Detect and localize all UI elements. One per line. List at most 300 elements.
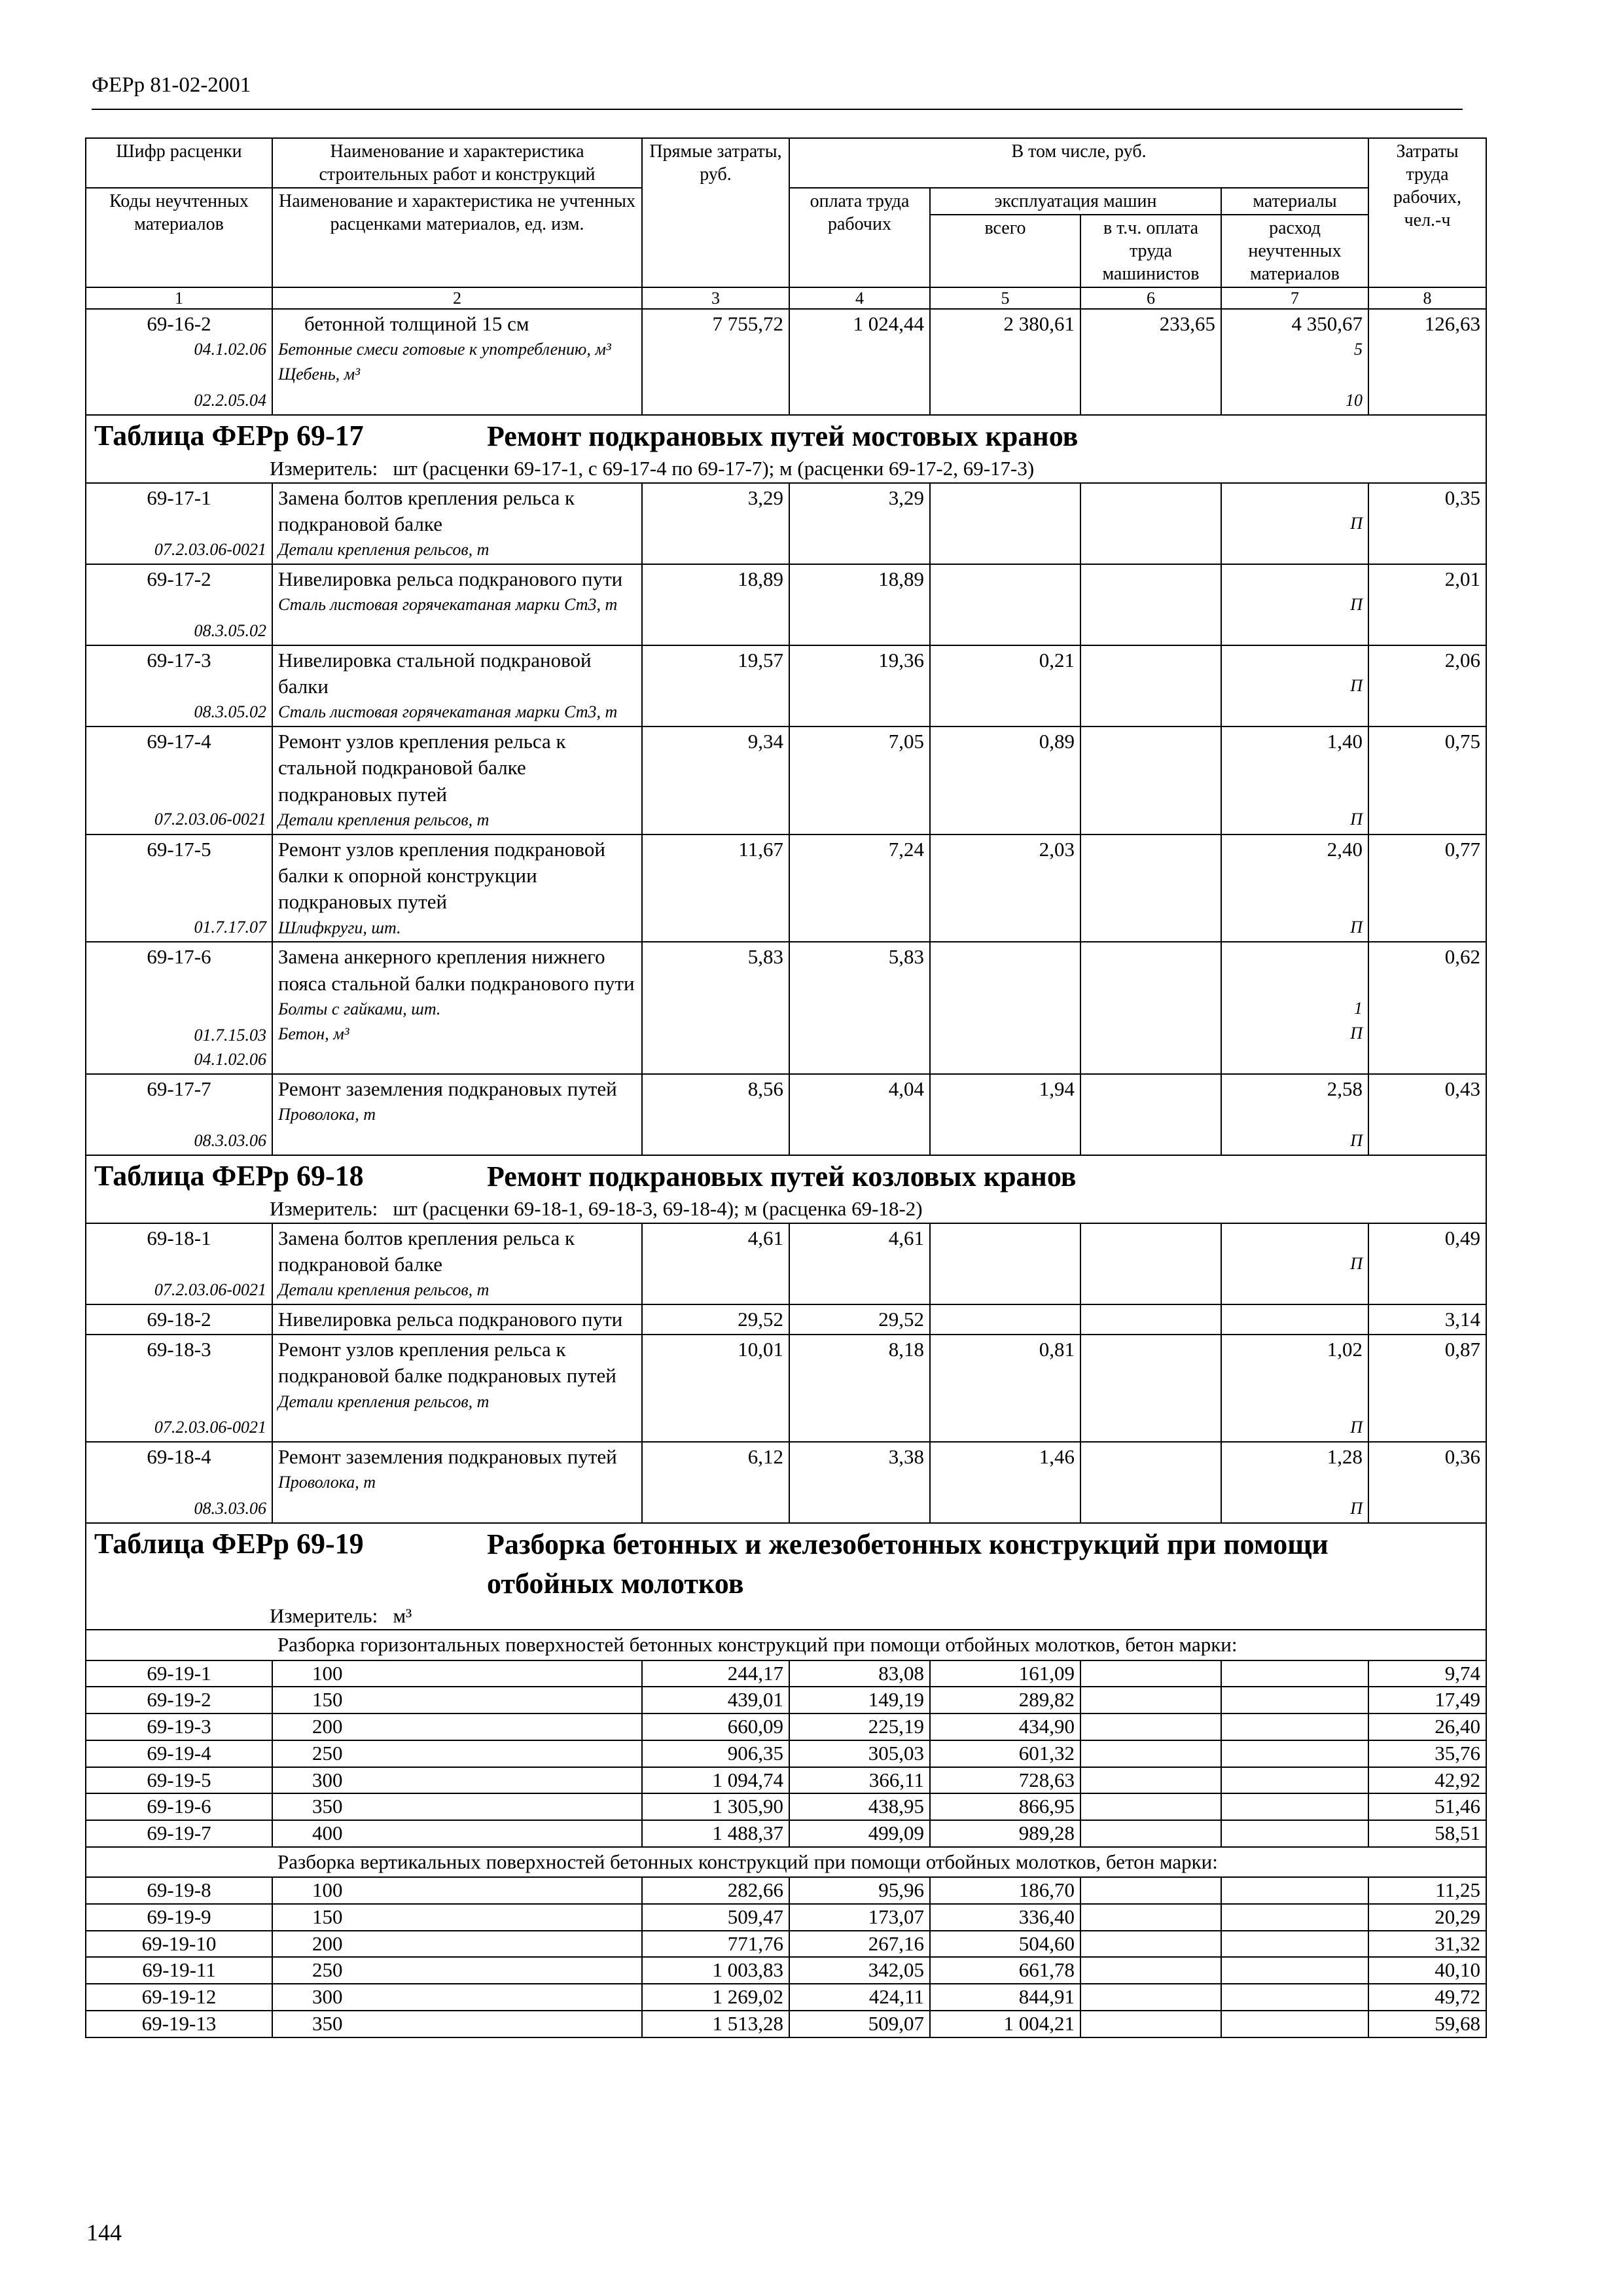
col2-bottom-header: Наименование и характеристика не учтенных расценками материалов, ед. изм.: [272, 188, 642, 287]
col1-bottom-header: Коды неучтенных материалов: [86, 188, 272, 287]
material-qty: П: [1350, 810, 1363, 829]
rate-name: Ремонт узлов крепления рельса к подкрановой балке подкрановых путей: [278, 1338, 616, 1388]
material-code: 08.3.05.02: [194, 621, 266, 641]
operator-cost: [1080, 1820, 1221, 1847]
rate-name: Замена болтов крепления рельса к подкрановой балке: [278, 1226, 575, 1276]
labor-hours: 126,63: [1368, 309, 1486, 415]
rate-code: 69-19-7: [86, 1820, 272, 1847]
col4-header: оплата труда рабочих: [789, 188, 930, 287]
table-row: [86, 942, 1486, 1074]
rate-code: 69-17-2: [147, 567, 211, 590]
rate-name: 100: [272, 1660, 642, 1687]
measure-value: м³: [393, 1604, 412, 1627]
machine-cost: 866,95: [930, 1793, 1080, 1820]
direct-cost: 282,66: [642, 1877, 789, 1904]
materials-cell: [1221, 942, 1368, 1074]
rate-name: Ремонт узлов крепления подкрановой балки к опорной конструкции подкрановых путей: [278, 837, 605, 914]
table-row: [86, 645, 1486, 726]
material-qty: П: [1350, 1023, 1363, 1043]
material-qty: П: [1350, 1418, 1363, 1437]
operator-cost: [1080, 1767, 1221, 1794]
rate-name-cell: [272, 645, 642, 726]
spacer: [1227, 1470, 1363, 1496]
table-body-sub2: [86, 1847, 1486, 1877]
labor-hours: 0,36: [1368, 1442, 1486, 1523]
materials-cost: [1221, 1687, 1368, 1713]
subsection-title: Разборка вертикальных поверхностей бетонных конструкций при помощи отбойных молотков, бетон марки:: [272, 1847, 1486, 1877]
labor-cost: 342,05: [789, 1957, 930, 1984]
materials-cost: [1221, 1660, 1368, 1687]
measure-label: Измеритель:: [270, 1604, 378, 1627]
table-row: [86, 1660, 1486, 1687]
table-title-row: [86, 1155, 1486, 1196]
table-label: Таблица ФЕРр 69-18: [94, 1159, 364, 1192]
machine-cost: 0,81: [930, 1335, 1080, 1442]
col1-top-header: Шифр расценки: [86, 138, 272, 188]
labor-cost: 5,83: [789, 942, 930, 1074]
material-name: Болты с гайками, шт.: [278, 999, 441, 1018]
material-name: Сталь листовая горячекатаная марки Ст3, т: [278, 702, 618, 722]
table-body: [86, 309, 1486, 1660]
labor-hours: 3,14: [1368, 1304, 1486, 1335]
materials-header: материалы: [1221, 188, 1368, 215]
labor-hours: 0,77: [1368, 834, 1486, 942]
material-name: Сталь листовая горячекатаная марки Ст3, т: [278, 595, 618, 615]
rate-name: 300: [272, 1767, 642, 1794]
material-code: 01.7.17.07: [194, 917, 266, 937]
direct-cost: 771,76: [642, 1931, 789, 1958]
table-row: [86, 726, 1486, 834]
page-number: 144: [86, 2219, 122, 2246]
col-number: 8: [1368, 287, 1486, 309]
machine-cost: 1,46: [930, 1442, 1080, 1523]
rate-name: Ремонт узлов крепления рельса к стальной подкрановой балке подкрановых путей: [278, 730, 566, 806]
rate-name: 150: [272, 1687, 642, 1713]
measure-row: [86, 456, 1486, 482]
table-label: Таблица ФЕРр 69-19: [94, 1528, 364, 1560]
machine-cost: 186,70: [930, 1877, 1080, 1904]
operator-cost: [1080, 942, 1221, 1074]
labor-hours: 31,32: [1368, 1931, 1486, 1958]
direct-cost: 1 305,90: [642, 1793, 789, 1820]
material-qty: П: [1350, 675, 1363, 695]
rate-code: 69-19-1: [86, 1660, 272, 1687]
materials-cell: [1221, 564, 1368, 645]
machines-header: эксплуатация машин: [930, 188, 1221, 215]
material-name: Бетон, м³: [278, 1024, 349, 1043]
col-number: 6: [1080, 287, 1221, 309]
labor-cost: 225,19: [789, 1713, 930, 1740]
spacer: [1227, 485, 1363, 511]
rate-code: 69-19-6: [86, 1793, 272, 1820]
rate-name-cell: [272, 942, 642, 1074]
table-row: [86, 2011, 1486, 2037]
labor-hours: 26,40: [1368, 1713, 1486, 1740]
machine-cost: 1 004,21: [930, 2011, 1080, 2037]
measure-value: шт (расценки 69-17-1, с 69-17-4 по 69-17-7); м (расценки 69-17-2, 69-17-3): [393, 457, 1035, 480]
materials-cost: 2,40: [1327, 837, 1363, 861]
col5-header: всего: [930, 215, 1080, 287]
measure-label: Измеритель:: [270, 457, 378, 480]
labor-cost: 83,08: [789, 1660, 930, 1687]
labor-hours: 17,49: [1368, 1687, 1486, 1713]
rate-name: Замена болтов крепления рельса к подкрановой балке: [278, 486, 575, 535]
machine-cost: 2 380,61: [930, 309, 1080, 415]
material-name: Проволока, т: [278, 1105, 376, 1124]
material-qty: П: [1350, 1499, 1363, 1518]
machine-cost: 601,32: [930, 1740, 1080, 1767]
material-qty: П: [1350, 917, 1363, 937]
table-row: [86, 1304, 1486, 1335]
material-code: 01.7.15.03: [194, 1025, 266, 1045]
labor-hours: 0,49: [1368, 1223, 1486, 1304]
labor-hours: 20,29: [1368, 1904, 1486, 1931]
labor-cost: 1 024,44: [789, 309, 930, 415]
rate-code: 69-17-5: [147, 837, 211, 861]
machine-cost: 728,63: [930, 1767, 1080, 1794]
rate-code-cell: [86, 564, 272, 645]
labor-hours: 42,92: [1368, 1767, 1486, 1794]
rate-code: 69-19-4: [86, 1740, 272, 1767]
rate-name-cell: [272, 1335, 642, 1442]
col-number: 1: [86, 287, 272, 309]
operator-cost: [1080, 1442, 1221, 1523]
material-name: Шлифкруги, шт.: [278, 918, 401, 937]
material-qty: П: [1350, 513, 1363, 533]
spacer: [1227, 944, 1363, 996]
table-row: [86, 1820, 1486, 1847]
direct-cost: 906,35: [642, 1740, 789, 1767]
labor-cost: 19,36: [789, 645, 930, 726]
rate-name: Нивелировка рельса подкранового пути: [278, 567, 623, 590]
machine-cost: [930, 483, 1080, 564]
rate-code: 69-16-2: [147, 312, 211, 336]
spacer: [1227, 863, 1363, 915]
spacer: [92, 592, 266, 619]
spacer: [92, 511, 266, 537]
operator-cost: [1080, 1931, 1221, 1958]
operator-cost: [1080, 1687, 1221, 1713]
rate-name: 250: [272, 1740, 642, 1767]
rate-code: 69-19-12: [86, 1984, 272, 2011]
material-qty: П: [1350, 594, 1363, 614]
rate-code: 69-17-3: [147, 648, 211, 672]
rate-name: 250: [272, 1957, 642, 1984]
direct-cost: 18,89: [642, 564, 789, 645]
rate-name: Ремонт заземления подкрановых путей: [278, 1445, 617, 1469]
materials-cost: [1221, 1820, 1368, 1847]
table-body-horizontal: [86, 1660, 1486, 1847]
direct-cost: 1 094,74: [642, 1767, 789, 1794]
table-body-vertical: [86, 1877, 1486, 2037]
subsection-row: [86, 1630, 1486, 1660]
operator-cost: [1080, 1957, 1221, 1984]
rate-name: 400: [272, 1820, 642, 1847]
table-row: [86, 564, 1486, 645]
material-name: Проволока, т: [278, 1473, 376, 1492]
materials-cell: [1221, 834, 1368, 942]
rate-name: 350: [272, 1793, 642, 1820]
spacer: [92, 1251, 266, 1278]
direct-cost: 10,01: [642, 1335, 789, 1442]
rate-code: 69-17-7: [147, 1077, 211, 1100]
operator-cost: 233,65: [1080, 309, 1221, 415]
machine-cost: [930, 942, 1080, 1074]
materials-cost: [1221, 1904, 1368, 1931]
table-title: [86, 1523, 1486, 1603]
material-code: 04.1.02.06: [194, 340, 266, 359]
col2-top-header: Наименование и характеристика строительных работ и конструкций: [272, 138, 642, 188]
rate-code-cell: [86, 309, 272, 415]
table-row: [86, 1904, 1486, 1931]
direct-cost: 509,47: [642, 1904, 789, 1931]
rate-code-cell: [86, 1335, 272, 1442]
labor-hours: 0,35: [1368, 483, 1486, 564]
table-row: [86, 483, 1486, 564]
material-name: Детали крепления рельсов, т: [278, 810, 490, 829]
operator-cost: [1080, 1984, 1221, 2011]
rate-code-cell: [86, 1223, 272, 1304]
rate-code: 69-17-4: [147, 730, 211, 753]
operator-cost: [1080, 1074, 1221, 1155]
rate-code: 69-18-3: [147, 1338, 211, 1361]
rate-name: бетонной толщиной 15 см: [304, 312, 529, 336]
rate-code: 69-17-6: [147, 945, 211, 969]
operator-cost: [1080, 1740, 1221, 1767]
column-numbers-row: [86, 287, 1486, 309]
rates-table: [85, 137, 1487, 2038]
direct-cost: 29,52: [642, 1304, 789, 1335]
material-qty: 1: [1354, 999, 1363, 1018]
labor-cost: 7,05: [789, 726, 930, 834]
labor-hours: 2,06: [1368, 645, 1486, 726]
direct-cost: 4,61: [642, 1223, 789, 1304]
rate-name: Нивелировка стальной подкрановой балки: [278, 648, 592, 698]
labor-hours: 0,43: [1368, 1074, 1486, 1155]
labor-hours: 0,87: [1368, 1335, 1486, 1442]
table-row: [86, 1074, 1486, 1155]
materials-cell: [1221, 1223, 1368, 1304]
rate-name-cell: [272, 1223, 642, 1304]
materials-cost: [1221, 1877, 1368, 1904]
header-rule: [92, 109, 1463, 110]
spacer: [92, 1102, 266, 1128]
rate-code-cell: [86, 483, 272, 564]
rate-name-cell: [272, 1304, 642, 1335]
rate-code-cell: [86, 942, 272, 1074]
rate-code: 69-19-2: [86, 1687, 272, 1713]
material-qty: 5: [1354, 340, 1363, 359]
direct-cost: 7 755,72: [642, 309, 789, 415]
material-qty: П: [1350, 1253, 1363, 1273]
direct-cost: 1 269,02: [642, 1984, 789, 2011]
material-name: Детали крепления рельсов, т: [278, 1280, 490, 1300]
direct-cost: 3,29: [642, 483, 789, 564]
machine-cost: 989,28: [930, 1820, 1080, 1847]
labor-cost: 366,11: [789, 1767, 930, 1794]
labor-cost: 18,89: [789, 564, 930, 645]
machine-cost: 0,21: [930, 645, 1080, 726]
labor-hours: 35,76: [1368, 1740, 1486, 1767]
labor-hours: 59,68: [1368, 2011, 1486, 2037]
machine-cost: 661,78: [930, 1957, 1080, 1984]
rate-code: 69-19-5: [86, 1767, 272, 1794]
table-row: [86, 1957, 1486, 1984]
materials-cost: 4 350,67: [1291, 312, 1363, 336]
rate-name: 200: [272, 1931, 642, 1958]
col7-header: расход неучтенных материалов: [1221, 215, 1368, 287]
table-row: [86, 309, 1486, 415]
labor-cost: 8,18: [789, 1335, 930, 1442]
table-row: [86, 1223, 1486, 1304]
spacer: [92, 863, 266, 915]
machine-cost: 289,82: [930, 1687, 1080, 1713]
material-code: 07.2.03.06-0021: [154, 1418, 266, 1437]
rate-code: 69-19-8: [86, 1877, 272, 1904]
spacer: [92, 1470, 266, 1496]
materials-cost: 2,58: [1327, 1077, 1363, 1100]
operator-cost: [1080, 1713, 1221, 1740]
rate-code: 69-18-4: [147, 1445, 211, 1469]
measure: [86, 1603, 1486, 1630]
table-title: [86, 415, 1486, 456]
labor-hours: 49,72: [1368, 1984, 1486, 2011]
labor-cost: 95,96: [789, 1877, 930, 1904]
measure-row: [86, 1196, 1486, 1223]
rate-name: Ремонт заземления подкрановых путей: [278, 1077, 617, 1100]
rate-code-cell: [86, 1304, 272, 1335]
spacer: [1227, 755, 1363, 807]
operator-cost: [1080, 2011, 1221, 2037]
material-code: 04.1.02.06: [194, 1050, 266, 1069]
table-name: Ремонт подкрановых путей мостовых кранов: [487, 420, 1079, 452]
spacer: [92, 673, 266, 700]
operator-cost: [1080, 645, 1221, 726]
operator-cost: [1080, 564, 1221, 645]
direct-cost: 19,57: [642, 645, 789, 726]
labor-cost: 149,19: [789, 1687, 930, 1713]
materials-cell: [1221, 645, 1368, 726]
rate-name: 100: [272, 1877, 642, 1904]
rate-code-cell: [86, 1442, 272, 1523]
table-row: [86, 1877, 1486, 1904]
cost-breakdown-header: В том числе, руб.: [789, 138, 1368, 188]
spacer: [1227, 1225, 1363, 1251]
machine-cost: 844,91: [930, 1984, 1080, 2011]
labor-hours: 9,74: [1368, 1660, 1486, 1687]
direct-cost: 244,17: [642, 1660, 789, 1687]
spacer: [1227, 1363, 1363, 1415]
spacer: [1227, 1102, 1363, 1128]
rate-name: 300: [272, 1984, 642, 2011]
rate-name-cell: [272, 483, 642, 564]
rate-code: 69-19-3: [86, 1713, 272, 1740]
machine-cost: 161,09: [930, 1660, 1080, 1687]
material-name: Детали крепления рельсов, т: [278, 1391, 490, 1411]
machine-cost: [930, 1304, 1080, 1335]
labor-cost: 424,11: [789, 1984, 930, 2011]
operator-cost: [1080, 1877, 1221, 1904]
spacer: [92, 755, 266, 807]
machine-cost: 1,94: [930, 1074, 1080, 1155]
table-row: [86, 1335, 1486, 1442]
labor-hours: 51,46: [1368, 1793, 1486, 1820]
direct-cost: 6,12: [642, 1442, 789, 1523]
col6-header: в т.ч. оплата труда машинистов: [1080, 215, 1221, 287]
rate-name: 350: [272, 2011, 642, 2037]
rate-code-cell: [86, 1074, 272, 1155]
rate-name: 200: [272, 1713, 642, 1740]
labor-cost: 173,07: [789, 1904, 930, 1931]
spacer: [1227, 647, 1363, 673]
machine-cost: 504,60: [930, 1931, 1080, 1958]
labor-hours: 11,25: [1368, 1877, 1486, 1904]
measure: [86, 1196, 1486, 1223]
labor-hours: 0,75: [1368, 726, 1486, 834]
measure-label: Измеритель:: [270, 1197, 378, 1221]
table-row: [86, 1984, 1486, 2011]
machine-cost: 336,40: [930, 1904, 1080, 1931]
col-number: 7: [1221, 287, 1368, 309]
rate-name: Нивелировка рельса подкранового пути: [278, 1307, 623, 1331]
rate-code: 69-18-2: [147, 1307, 211, 1331]
rate-code: 69-19-13: [86, 2011, 272, 2037]
material-code: 02.2.05.04: [194, 391, 266, 410]
materials-cost: [1221, 1931, 1368, 1958]
page-header: ФЕРр 81-02-2001: [92, 73, 251, 97]
material-code: 07.2.03.06-0021: [154, 539, 266, 559]
operator-cost: [1080, 1304, 1221, 1335]
direct-cost: 1 003,83: [642, 1957, 789, 1984]
col3-header: Прямые затраты, руб.: [642, 138, 789, 287]
labor-cost: 438,95: [789, 1793, 930, 1820]
material-code: 08.3.03.06: [194, 1499, 266, 1518]
rate-name: Замена анкерного крепления нижнего пояса стальной балки подкранового пути: [278, 945, 635, 995]
material-name: Бетонные смеси готовые к употреблению, м³: [278, 340, 611, 359]
col-number: 3: [642, 287, 789, 309]
labor-cost: 7,24: [789, 834, 930, 942]
table-row: [86, 1793, 1486, 1820]
table-row: [86, 1931, 1486, 1958]
materials-cost: 1,02: [1327, 1338, 1363, 1361]
labor-hours: 58,51: [1368, 1820, 1486, 1847]
table-row: [86, 1442, 1486, 1523]
labor-cost: 3,38: [789, 1442, 930, 1523]
materials-cost: [1221, 1957, 1368, 1984]
table-row: [86, 1713, 1486, 1740]
material-name: Детали крепления рельсов, т: [278, 540, 490, 560]
col-number: 2: [272, 287, 642, 309]
rate-code: 69-19-11: [86, 1957, 272, 1984]
spacer: [1227, 362, 1363, 388]
materials-cost: [1221, 1740, 1368, 1767]
table-title-row: [86, 1523, 1486, 1603]
table-head: [86, 138, 1486, 309]
operator-cost: [1080, 1904, 1221, 1931]
spacer: [92, 971, 266, 1023]
rate-name-cell: [272, 834, 642, 942]
material-name: Щебень, м³: [278, 365, 361, 384]
rate-code: 69-19-10: [86, 1931, 272, 1958]
direct-cost: 439,01: [642, 1687, 789, 1713]
measure-row: [86, 1603, 1486, 1630]
machine-cost: 0,89: [930, 726, 1080, 834]
material-qty: 10: [1346, 391, 1363, 410]
materials-cost: [1221, 1793, 1368, 1820]
materials-cost: [1221, 1984, 1368, 2011]
col-number: 5: [930, 287, 1080, 309]
rate-name-cell: [272, 726, 642, 834]
